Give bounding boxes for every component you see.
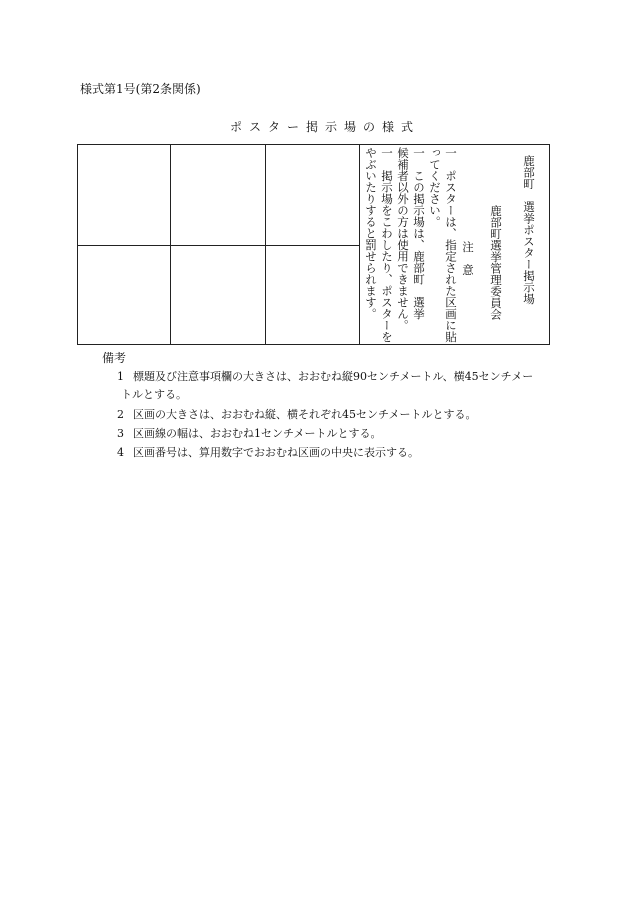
remarks-item-text: 標題及び注意事項欄の大きさは、おおむね縦90センチメートル、横45センチメー: [133, 370, 534, 383]
remarks-heading: 備考: [102, 351, 127, 365]
board-title: 鹿部町 選挙ポスター掲示場: [522, 155, 536, 305]
column-divider: [359, 145, 360, 344]
poster-slot: [266, 246, 359, 345]
poster-slot: [78, 145, 170, 245]
poster-slot: [171, 246, 265, 345]
page-title: ポスター掲示場の様式: [230, 120, 421, 134]
remarks-item: [117, 425, 557, 443]
notice-line: 一 ポスターは、指定された区画に貼: [444, 147, 458, 343]
notice-line: 一 掲示場をこわしたり、ポスターを: [380, 147, 394, 343]
remarks-item: [117, 406, 557, 424]
poster-slot: [266, 145, 359, 245]
remarks-item-text: 区画線の幅は、おおむね1センチメートルとする。: [133, 427, 382, 440]
remarks-item: [117, 368, 557, 404]
remarks-item-number: 4: [117, 446, 124, 459]
remarks-item-number: 3: [117, 427, 124, 440]
board-issuer: 鹿部町選挙管理委員会: [489, 205, 503, 320]
poster-board-diagram: [77, 144, 550, 345]
notice-line: 候補者以外の方は使用できません。: [396, 147, 410, 331]
notice-line: 一 この掲示場は、鹿部町 選挙: [412, 147, 426, 320]
remarks-item-text: 区画番号は、算用数字でおおむね区画の中央に表示する。: [133, 446, 419, 459]
remarks-item-text: トルとする。: [121, 388, 187, 401]
notice-heading: 注 意: [461, 241, 475, 276]
remarks-item-text: 区画の大きさは、おおむね縦、横それぞれ45センチメートルとする。: [133, 408, 477, 421]
remarks-item: [117, 444, 557, 462]
remarks-item-number: 1: [117, 370, 124, 383]
poster-slot: [171, 145, 265, 245]
form-label: 様式第1号(第2条関係): [80, 82, 201, 96]
poster-slot: [78, 246, 170, 345]
notice-line: ってください。: [428, 147, 442, 228]
notice-line: やぶいたりすると罰せられます。: [364, 147, 378, 320]
remarks-item-number: 2: [117, 408, 124, 421]
